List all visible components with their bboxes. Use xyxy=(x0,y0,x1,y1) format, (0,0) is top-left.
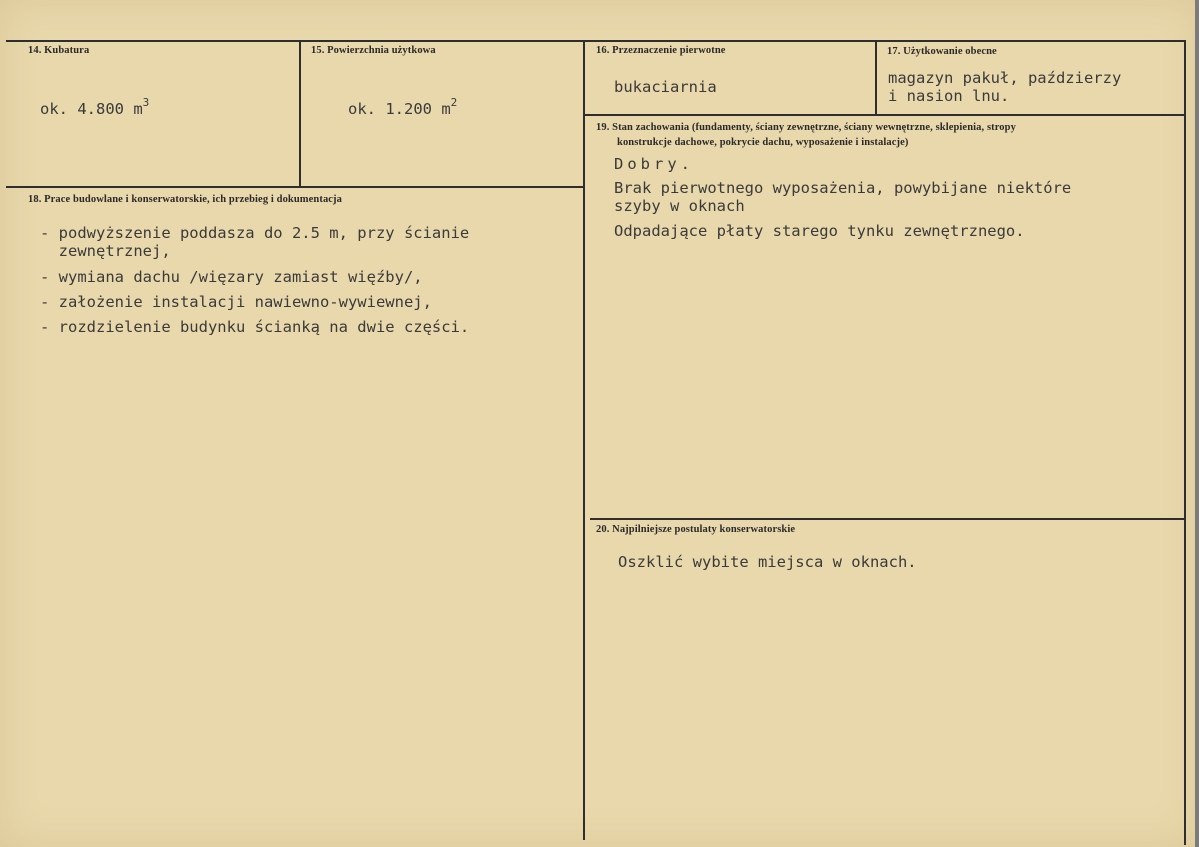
field-18-item-4: - rozdzielenie budynku ścianką na dwie części. xyxy=(40,318,470,336)
field-15-label: 15. Powierzchnia użytkowa xyxy=(311,45,436,56)
volume-text: ok. 4.800 m xyxy=(40,100,143,118)
field-17-label: 17. Użytkowanie obecne xyxy=(887,46,997,57)
field-20-value: Oszklić wybite miejsca w oknach. xyxy=(618,553,917,571)
divider-16-17 xyxy=(875,40,877,114)
field-18-item-1-cont: zewnętrznej, xyxy=(40,242,171,260)
field-16-label: 16. Przeznaczenie pierwotne xyxy=(596,45,726,56)
field-19-line-4: Odpadające płaty starego tynku zewnętrznego. xyxy=(614,222,1025,240)
field-19-line-1: Dobry. xyxy=(614,155,694,173)
field-18-item-2: - wymiana dachu /więzary zamiast więźby/, xyxy=(40,268,423,286)
volume-exponent: 3 xyxy=(142,96,150,109)
right-border xyxy=(1184,40,1186,845)
field-14-value xyxy=(40,94,149,118)
field-18-item-1: - podwyższenie poddasza do 2.5 m, przy ścianie xyxy=(40,224,470,242)
field-19-line-2: Brak pierwotnego wyposażenia, powybijane niektóre xyxy=(614,179,1072,197)
area-exponent: 2 xyxy=(450,96,458,109)
field-20-label: 20. Najpilniejsze postulaty konserwatorskie xyxy=(596,524,796,535)
rule-above-20 xyxy=(590,518,1186,520)
field-19-line-3: szyby w oknach xyxy=(614,197,745,215)
field-14-label: 14. Kubatura xyxy=(28,45,90,56)
field-16-value: bukaciarnia xyxy=(614,78,717,96)
center-divider xyxy=(583,40,585,840)
top-rule xyxy=(6,40,1186,42)
card-edge xyxy=(1195,0,1199,847)
field-17-line-1: magazyn pakuł, paździerzy xyxy=(888,69,1122,87)
field-18-label: 18. Prace budowlane i konserwatorskie, ich przebieg i dokumentacja xyxy=(28,194,343,205)
field-17-line-2: i nasion lnu. xyxy=(888,87,1010,105)
rule-above-19 xyxy=(584,114,1186,116)
field-19-label-line-2: konstrukcje dachowe, pokrycie dachu, wyposażenie i instalacje) xyxy=(617,137,909,148)
field-15-value xyxy=(348,94,457,118)
area-text: ok. 1.200 m xyxy=(348,100,451,118)
field-19-label-line-1: 19. Stan zachowania (fundamenty, ściany zewnętrzne, ściany wewnętrzne, sklepienia, stropy xyxy=(596,122,1016,133)
divider-14-15 xyxy=(299,40,301,186)
rule-above-18 xyxy=(6,186,584,188)
field-18-item-3: - założenie instalacji nawiewno-wywiewnej, xyxy=(40,293,432,311)
